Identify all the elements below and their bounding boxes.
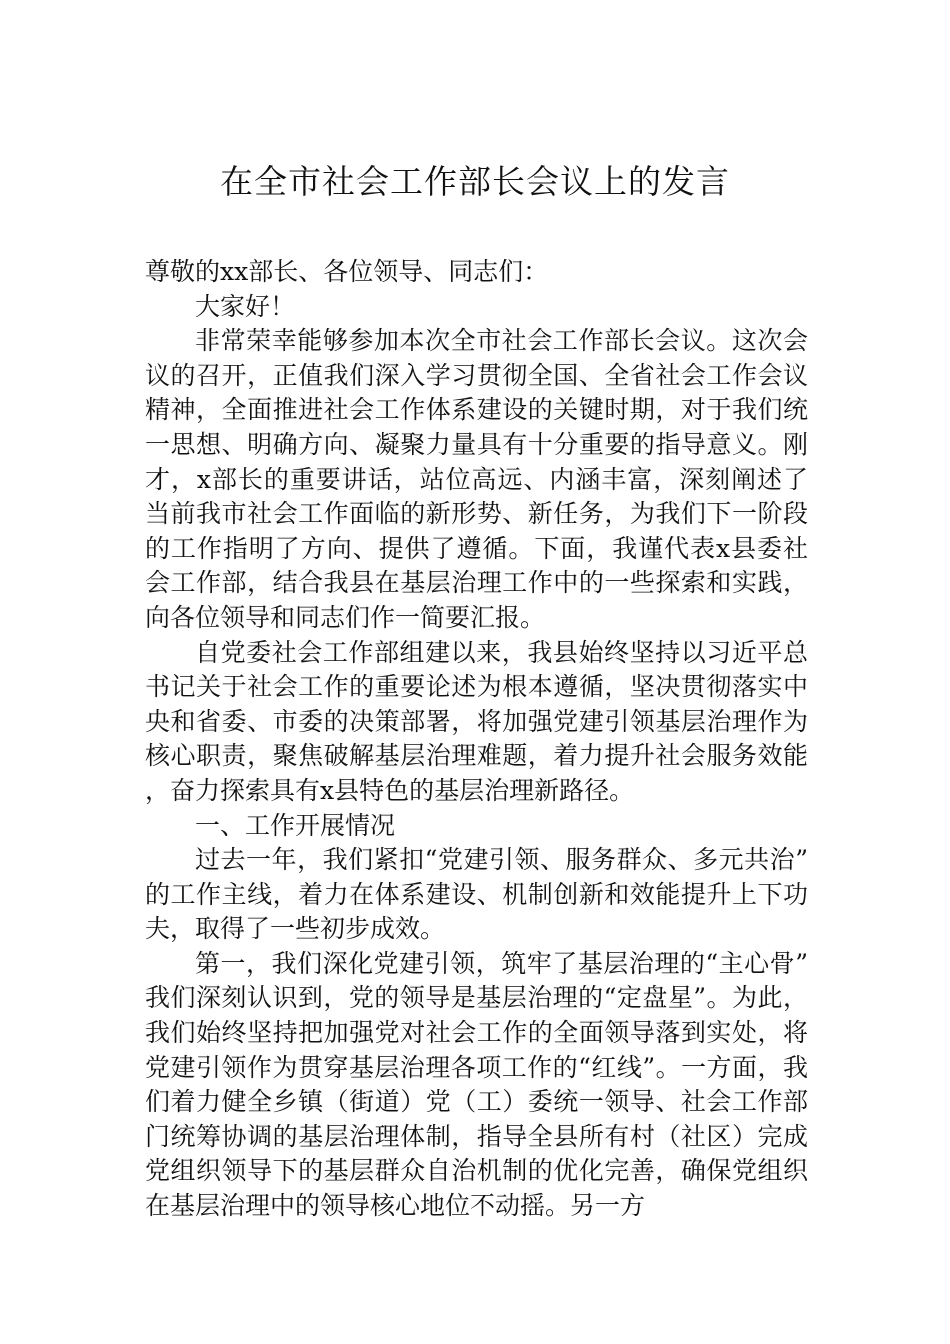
section-heading: 一、工作开展情况 bbox=[195, 810, 396, 840]
salutation: 尊敬的xx部长、各位领导、同志们： bbox=[145, 257, 549, 286]
greeting: 大家好！ bbox=[195, 291, 296, 321]
body-paragraph: 第一，我们深化党建引领，筑牢了基层治理的“主心骨”我们深刻认识到，党的领导是基层治理的“定盘星”。为此，我们始终坚持把加强党对社会工作的全面领导落到实处，将党建引领作为贯穿基层治理各项工作的“红线”。一方面，我们着力健全乡镇（街道）党（工）委统一领导、社会工作部门统筹协调的基层治理体制，指导全县所有村（社区）完成党组织领导下的基层群众自治机制的优化完善，确保党组织在基层治理中的领导核心地位不动摇。另一方 bbox=[145, 948, 808, 1221]
body-paragraph: 自党委社会工作部组建以来，我县始终坚持以习近平总书记关于社会工作的重要论述为根本遵循，坚决贯彻落实中央和省委、市委的决策部署，将加强党建引领基层治理作为核心职责，聚焦破解基层治理难题，着力提升社会服务效能，奋力探索具有x县特色的基层治理新路径。 bbox=[145, 637, 808, 805]
document-body bbox=[145, 255, 808, 1224]
body-paragraph: 过去一年，我们紧扣“党建引领、服务群众、多元共治”的工作主线，着力在体系建设、机制创新和效能提升上下功夫，取得了一些初步成效。 bbox=[145, 845, 808, 944]
document-title: 在全市社会工作部长会议上的发言 bbox=[220, 162, 730, 201]
body-paragraph: 非常荣幸能够参加本次全市社会工作部长会议。这次会议的召开，正值我们深入学习贯彻全国、全省社会工作会议精神，全面推进社会工作体系建设的关键时期，对于我们统一思想、明确方向、凝聚力量具有十分重要的指导意义。刚才，x部长的重要讲话，站位高远、内涵丰富，深刻阐述了当前我市社会工作面临的新形势、新任务，为我们下一阶段的工作指明了方向、提供了遵循。下面，我谨代表x县委社会工作部，结合我县在基层治理工作中的一些探索和实践，向各位领导和同志们作一简要汇报。 bbox=[145, 326, 808, 632]
